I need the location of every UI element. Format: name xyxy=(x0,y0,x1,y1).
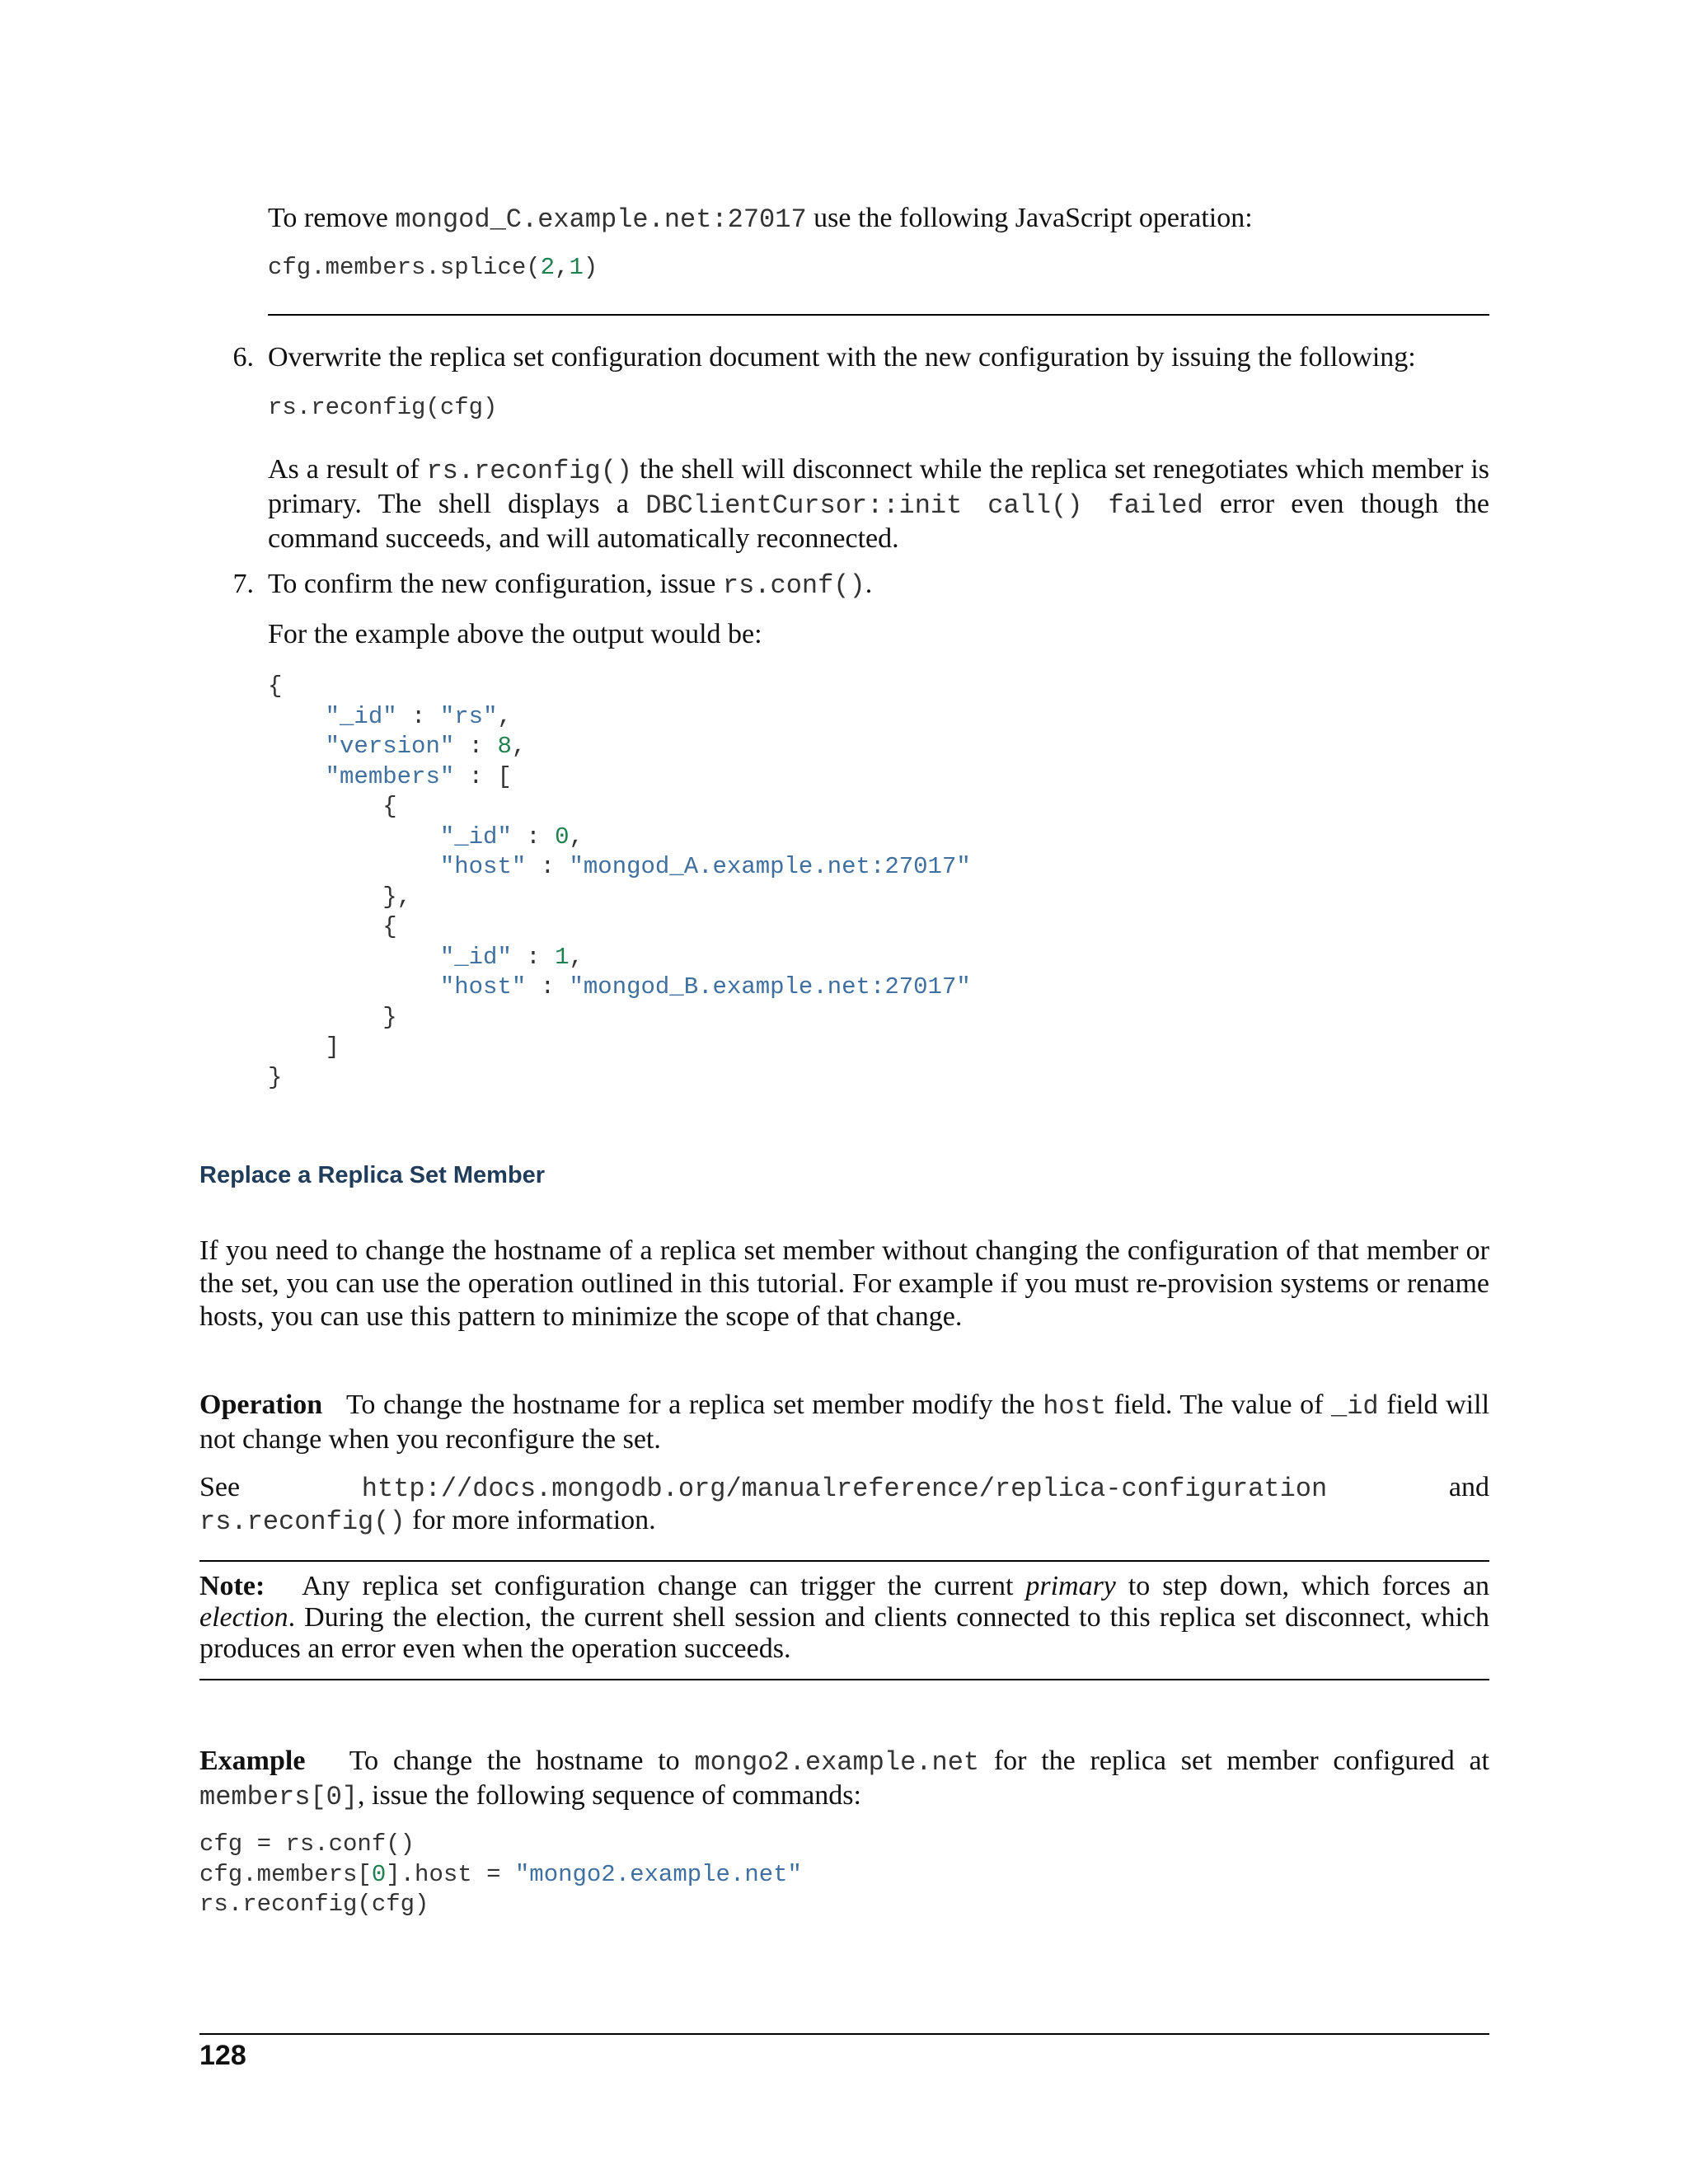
term-link[interactable]: primary xyxy=(1025,1571,1116,1601)
code-number: 1 xyxy=(555,943,570,971)
text: To confirm the new configuration, issue xyxy=(268,569,723,599)
inline-code-host: mongod_C.example.net:27017 xyxy=(395,204,807,235)
code-splice xyxy=(268,253,598,284)
operation-paragraph xyxy=(199,1389,1489,1456)
section-heading: Replace a Replica Set Member xyxy=(199,1162,546,1188)
code-line: rs.reconfig(cfg) xyxy=(199,1891,429,1918)
code-number: 8 xyxy=(497,733,512,760)
code-token: { xyxy=(268,673,283,700)
code-line: cfg = rs.conf() xyxy=(199,1830,415,1858)
code-number: 0 xyxy=(555,823,570,851)
text: To change the hostname for a replica set member modify the xyxy=(346,1390,1043,1420)
text: To remove xyxy=(268,203,396,233)
note-top-rule xyxy=(199,1560,1489,1562)
code-example xyxy=(199,1830,802,1920)
step-number: 6. xyxy=(232,342,254,373)
step6-text: Overwrite the replica set configuration document with the new configuration by issuing the following: xyxy=(268,342,1416,373)
inline-code: rs.conf() xyxy=(722,570,865,601)
inline-code: mongo2.example.net xyxy=(694,1747,980,1778)
term-link[interactable]: election xyxy=(199,1602,288,1633)
code-key: "_id" xyxy=(439,823,512,851)
code-rs-conf-output: { "_id" : "rs", "version" : 8, "members" : [ { "_id" : 0, "host" : "mongod_A.example.net:27017" }, { "_id" : 1, "host" : "mongod_B.example.net:27017" } ] } xyxy=(268,673,971,1091)
text: and xyxy=(1448,1472,1489,1502)
code-number: 1 xyxy=(569,254,584,281)
text: field will not change when you reconfigure the set. xyxy=(199,1390,1490,1455)
text: to step down, which forces an xyxy=(1115,1571,1489,1601)
text: , issue the following sequence of commands: xyxy=(358,1780,861,1811)
text: the shell will disconnect while the replica set renegotiates which member is primary. The shell displays a xyxy=(268,454,1489,519)
note-bottom-rule xyxy=(199,1679,1489,1680)
code-token: } xyxy=(268,1063,283,1091)
text: See xyxy=(199,1472,241,1502)
code-string: "mongod_A.example.net:27017" xyxy=(569,853,971,880)
code-string: "rs" xyxy=(439,702,498,730)
code-key: "host" xyxy=(439,853,527,880)
page-number: 128 xyxy=(199,2040,246,2071)
code-token: cfg.members[ xyxy=(199,1860,372,1888)
code-token: cfg.members.splice( xyxy=(268,254,541,281)
code-key: "_id" xyxy=(439,943,512,971)
code-token: ) xyxy=(583,254,598,281)
code-token: ].host = xyxy=(386,1860,515,1888)
code-string: "mongod_B.example.net:27017" xyxy=(569,973,971,1001)
text: for the replica set member configured at xyxy=(979,1746,1489,1776)
code-token: , xyxy=(555,254,570,281)
step-number: 7. xyxy=(232,569,254,599)
text: field. The value of xyxy=(1106,1390,1332,1420)
text: error even though the command succeeds, and will automatically reconnected. xyxy=(268,489,1490,554)
code-reconfig: rs.reconfig(cfg) xyxy=(268,394,498,421)
see-line xyxy=(199,1471,1489,1506)
text: As a result of xyxy=(268,454,427,485)
text: . xyxy=(865,569,873,599)
inline-code: DBClientCursor::init call() failed xyxy=(645,490,1203,521)
code-key: "members" xyxy=(325,762,455,790)
note-bottom-rule xyxy=(268,314,1489,316)
reference-link[interactable]: http://docs.mongodb.org/manualreference/replica-configuration xyxy=(361,1474,1328,1504)
inline-code: host xyxy=(1043,1391,1107,1422)
text: To change the hostname to xyxy=(349,1746,695,1776)
note-label: Note: xyxy=(199,1571,265,1601)
output-intro: For the example above the output would be: xyxy=(268,619,762,649)
footer-rule xyxy=(199,2033,1489,2035)
see-line-continued xyxy=(199,1504,1489,1539)
code-number: 0 xyxy=(371,1860,387,1888)
text: . During the election, the current shell session and clients connected to this replica set disconnect, which produces an error even when the operation succeeds. xyxy=(199,1602,1489,1664)
step7-text xyxy=(268,568,1489,602)
operation-label: Operation xyxy=(199,1390,323,1420)
section-intro: If you need to change the hostname of a replica set member without changing the configuration of that member or the set, you can use the operation outlined in this tutorial. For example if you must re-provision systems or rename hosts, you can use this pattern to minimize the scope of that change. xyxy=(199,1235,1489,1332)
code-string: "mongo2.example.net" xyxy=(514,1860,802,1888)
code-key: "version" xyxy=(325,733,455,760)
code-key: "host" xyxy=(439,973,527,1001)
note-paragraph xyxy=(199,1571,1489,1665)
remove-instruction xyxy=(268,202,1488,237)
inline-code: _id xyxy=(1331,1391,1379,1422)
text: Any replica set configuration change can trigger the current xyxy=(302,1571,1026,1601)
text: for more information. xyxy=(405,1505,656,1535)
code-key: "_id" xyxy=(325,702,397,730)
inline-code: rs.reconfig() xyxy=(426,456,633,486)
example-label: Example xyxy=(199,1746,306,1776)
code-number: 2 xyxy=(540,254,556,281)
example-paragraph xyxy=(199,1745,1489,1814)
step6-paragraph xyxy=(268,453,1489,555)
inline-code: rs.reconfig() xyxy=(199,1507,406,1537)
text: use the following JavaScript operation: xyxy=(806,203,1253,233)
inline-code: members[0] xyxy=(199,1782,359,1812)
